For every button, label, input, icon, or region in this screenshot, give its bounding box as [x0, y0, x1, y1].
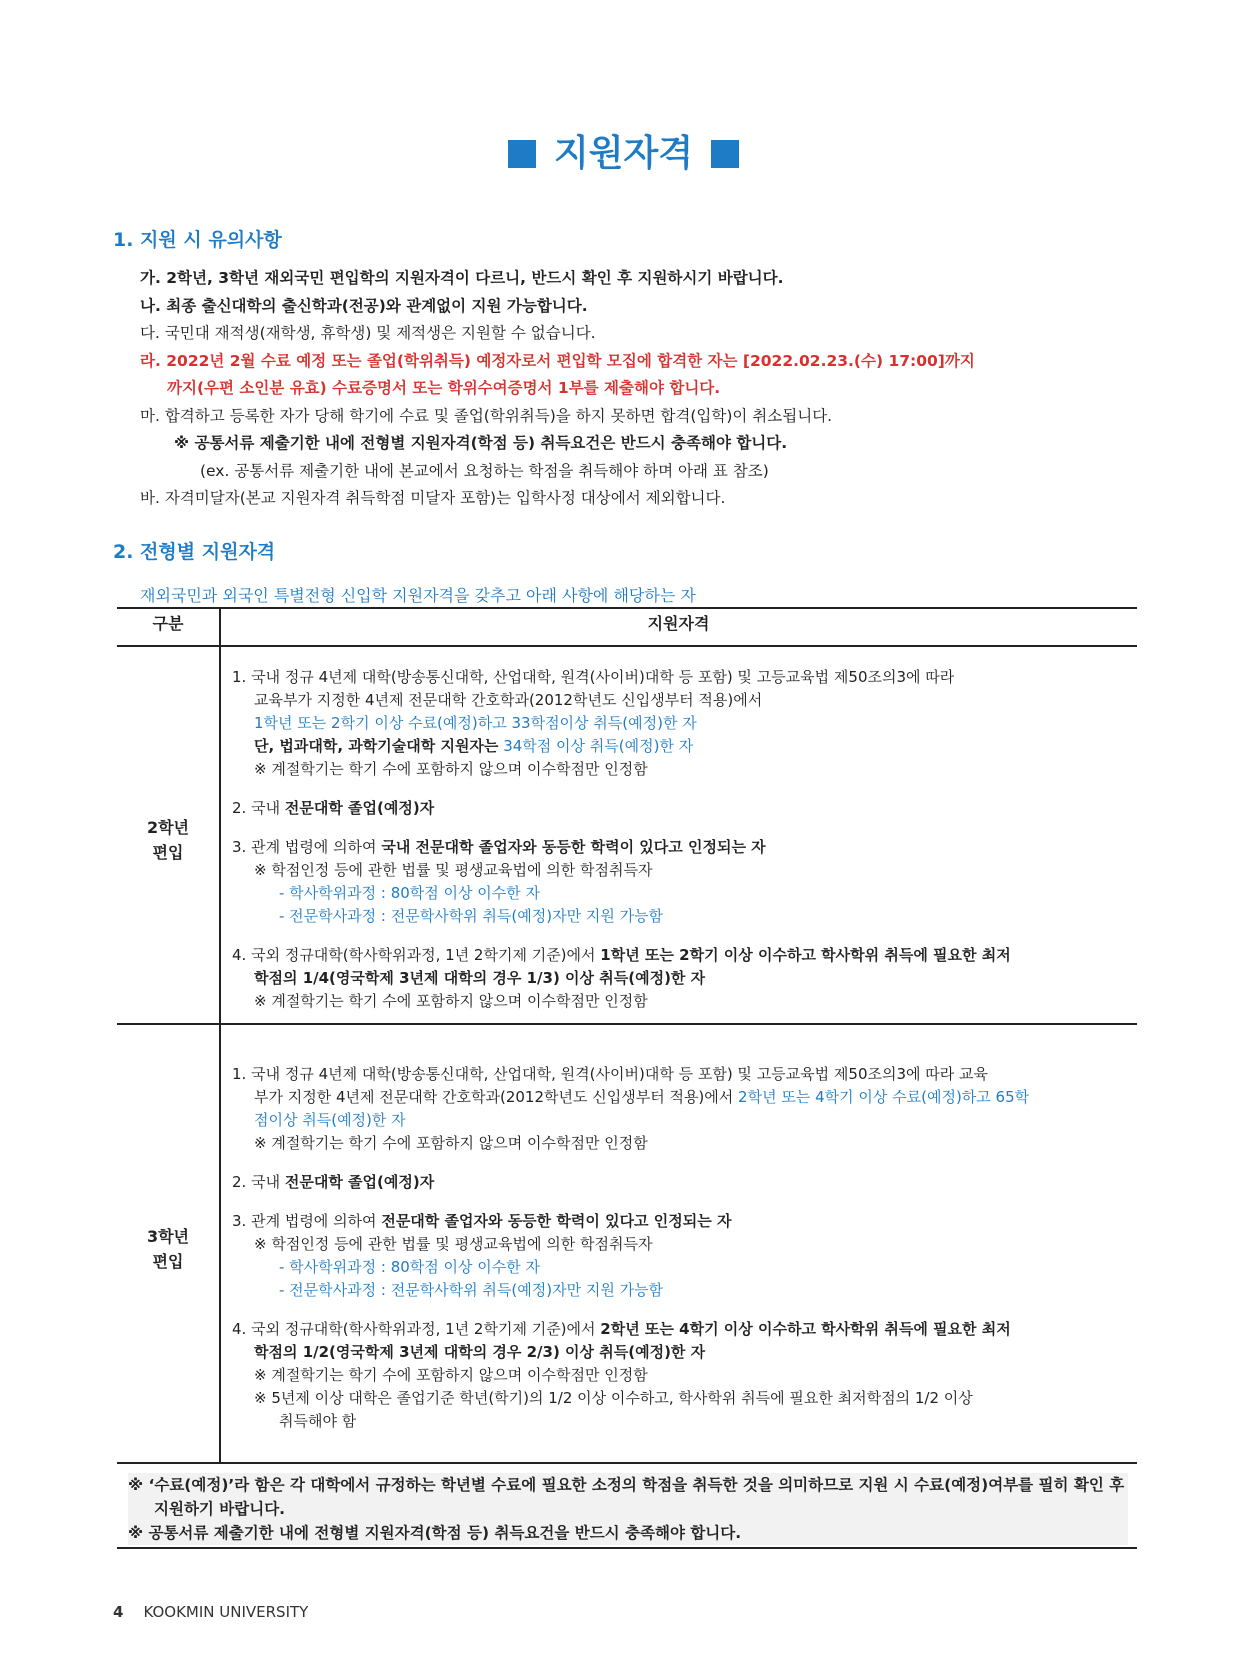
qual-line-bold: 전문대학 졸업(예정)자 [284, 1173, 435, 1191]
qual-line-bold: 학점의 1/2(영국학제 3년제 대학의 경우 2/3) 이상 취득(예정)한 자 [254, 1343, 706, 1361]
qual-line-bold: 국내 전문대학 졸업자와 동등한 학력이 있다고 인정되는 자 [381, 838, 766, 856]
qual-sub-item: - 학사학위과정 : 80학점 이상 이수한 자 [279, 884, 541, 902]
row-label-line: 3학년 [146, 1227, 190, 1246]
row-label-3rd-year [117, 1224, 219, 1274]
qual-note: ※ 계절학기는 학기 수에 포함하지 않으며 이수학점만 인정함 [254, 1134, 648, 1152]
qual-note: ※ 학점인정 등에 관한 법률 및 평생교육법에 의한 학점취득자 [254, 861, 653, 879]
qual-line-highlight: 1학년 또는 2학기 이상 수료(예정)하고 33학점이상 취득(예정)한 자 [254, 714, 697, 732]
qual-line: 1. 국내 정규 4년제 대학(방송통신대학, 산업대학, 원격(사이버)대학 등 포함) 및 고등교육법 제50조의3에 따라 [232, 668, 955, 686]
table-rule [117, 1023, 1137, 1025]
col-header-category: 구분 [152, 614, 184, 633]
qual-note: 취득해야 함 [279, 1412, 357, 1430]
qual-line-bold: 1학년 또는 2학기 이상 이수하고 학사학위 취득에 필요한 최저 [600, 946, 1011, 964]
row-label-line: 편입 [152, 1252, 184, 1271]
qual-sub-item: - 전문학사과정 : 전문학사학위 취득(예정)자만 지원 가능함 [279, 1281, 664, 1299]
qual-line-bold: 전문대학 졸업자와 동등한 학력이 있다고 인정되는 자 [381, 1212, 732, 1230]
footnote: ※ 공통서류 제출기한 내에 전형별 지원자격(학점 등) 취득요건을 반드시 충족해야 합니다. [128, 1524, 742, 1542]
notice-list [140, 265, 1140, 513]
qual-line-bold: 학점의 1/4(영국학제 3년제 대학의 경우 1/3) 이상 취득(예정)한 자 [254, 969, 706, 987]
table-divider [219, 607, 221, 1462]
notice-item: 다. 국민대 재적생(재학생, 휴학생) 및 제적생은 지원할 수 없습니다. [140, 324, 596, 342]
qual-note: ※ 계절학기는 학기 수에 포함하지 않으며 이수학점만 인정함 [254, 760, 648, 778]
notice-item-deadline-cont: 까지(우편 소인분 유효) 수료증명서 또는 학위수여증명서 1부를 제출해야 합니다. [167, 379, 721, 397]
qual-line-highlight: 34학점 이상 취득(예정)한 자 [503, 737, 694, 755]
row-content-2nd-year [232, 666, 1122, 1013]
qual-line: 단, 법과대학, 과학기술대학 지원자는 [254, 737, 499, 755]
page-number: 4 [113, 1603, 124, 1621]
qual-line: 부가 지정한 4년제 전문대학 간호학과(2012학년도 신입생부터 적용)에서 [254, 1088, 734, 1106]
qual-sub-item: - 학사학위과정 : 80학점 이상 이수한 자 [279, 1258, 541, 1276]
university-name: KOOKMIN UNIVERSITY [143, 1603, 309, 1621]
qual-sub-item: - 전문학사과정 : 전문학사학위 취득(예정)자만 지원 가능함 [279, 907, 664, 925]
page-title-wrap [0, 128, 1247, 180]
qual-line: 3. 관계 법령에 의하여 [232, 838, 377, 856]
footnote: ※ ‘수료(예정)’라 함은 각 대학에서 규정하는 학년별 수료에 필요한 소정의 학점을 취득한 것을 의미하므로 지원 시 수료(예정)여부를 필히 확인 후 지원하기 바랍니다. [128, 1476, 1125, 1518]
qual-line-bold: 2학년 또는 4학기 이상 이수하고 학사학위 취득에 필요한 최저 [600, 1320, 1011, 1338]
qual-note: ※ 5년제 이상 대학은 졸업기준 학년(학기)의 1/2 이상 이수하고, 학사학위 취득에 필요한 최저학점의 1/2 이상 [254, 1389, 973, 1407]
notice-item: 가. 2학년, 3학년 재외국민 편입학의 지원자격이 다르니, 반드시 확인 후 지원하시기 바랍니다. [140, 269, 784, 287]
table-rule [117, 1462, 1137, 1464]
qual-line-highlight: 2학년 또는 4학기 이상 수료(예정)하고 65학 [738, 1088, 1030, 1106]
table-footnotes [128, 1473, 1128, 1545]
notice-item-deadline: 라. 2022년 2월 수료 예정 또는 졸업(학위취득) 예정자로서 편입학 모집에 합격한 자는 [2022.02.23.(수) 17:00]까지 [140, 351, 975, 370]
row-label-line: 2학년 [146, 818, 190, 837]
qual-line: 2. 국내 [232, 1173, 281, 1191]
row-label-line: 편입 [152, 843, 184, 862]
row-content-3rd-year [232, 1063, 1122, 1433]
qual-line: 4. 국외 정규대학(학사학위과정, 1년 2학기제 기준)에서 [232, 946, 596, 964]
section-2-heading: 2. 전형별 지원자격 [113, 541, 276, 563]
notice-item: 나. 최종 출신대학의 출신학과(전공)와 관계없이 지원 가능합니다. [140, 296, 588, 315]
qual-note: ※ 학점인정 등에 관한 법률 및 평생교육법에 의한 학점취득자 [254, 1235, 653, 1253]
qual-line: 4. 국외 정규대학(학사학위과정, 1년 2학기제 기준)에서 [232, 1320, 596, 1338]
col-header-qualification: 지원자격 [647, 614, 710, 633]
square-bullet-icon [711, 140, 739, 168]
qual-line: 교육부가 지정한 4년제 전문대학 간호학과(2012학년도 신입생부터 적용)에서 [254, 691, 763, 709]
qual-line: 3. 관계 법령에 의하여 [232, 1212, 377, 1230]
row-label-2nd-year [117, 815, 219, 865]
page-footer [113, 1603, 308, 1621]
square-bullet-icon [508, 140, 536, 168]
notice-sub-item: (ex. 공통서류 제출기한 내에 본교에서 요청하는 학점을 취득해야 하며 아래 표 참조) [200, 461, 769, 480]
qual-line: 2. 국내 [232, 799, 281, 817]
qual-line: 1. 국내 정규 4년제 대학(방송통신대학, 산업대학, 원격(사이버)대학 등 포함) 및 고등교육법 제50조의3에 따라 교육 [232, 1065, 988, 1083]
table-rule [117, 607, 1137, 609]
qual-note: ※ 계절학기는 학기 수에 포함하지 않으며 이수학점만 인정함 [254, 1366, 648, 1384]
page-title: 지원자격 [553, 133, 694, 174]
notice-sub-item: ※ 공통서류 제출기한 내에 전형별 지원자격(학점 등) 취득요건은 반드시 충족해야 합니다. [174, 434, 788, 452]
qual-note: ※ 계절학기는 학기 수에 포함하지 않으며 이수학점만 인정함 [254, 992, 648, 1010]
table-subtitle: 재외국민과 외국인 특별전형 신입학 지원자격을 갖추고 아래 사항에 해당하는 자 [140, 586, 696, 605]
notice-item: 바. 자격미달자(본교 지원자격 취득학점 미달자 포함)는 입학사정 대상에서 제외합니다. [140, 489, 726, 507]
section-1-heading: 1. 지원 시 유의사항 [113, 229, 282, 251]
table-rule [117, 1547, 1137, 1549]
notice-item: 마. 합격하고 등록한 자가 당해 학기에 수료 및 졸업(학위취득)을 하지 못하면 합격(입학)이 취소됩니다. [140, 406, 833, 425]
qual-line-highlight: 점이상 취득(예정)한 자 [254, 1111, 406, 1129]
qual-line-bold: 전문대학 졸업(예정)자 [284, 799, 435, 817]
table-rule [117, 645, 1137, 647]
